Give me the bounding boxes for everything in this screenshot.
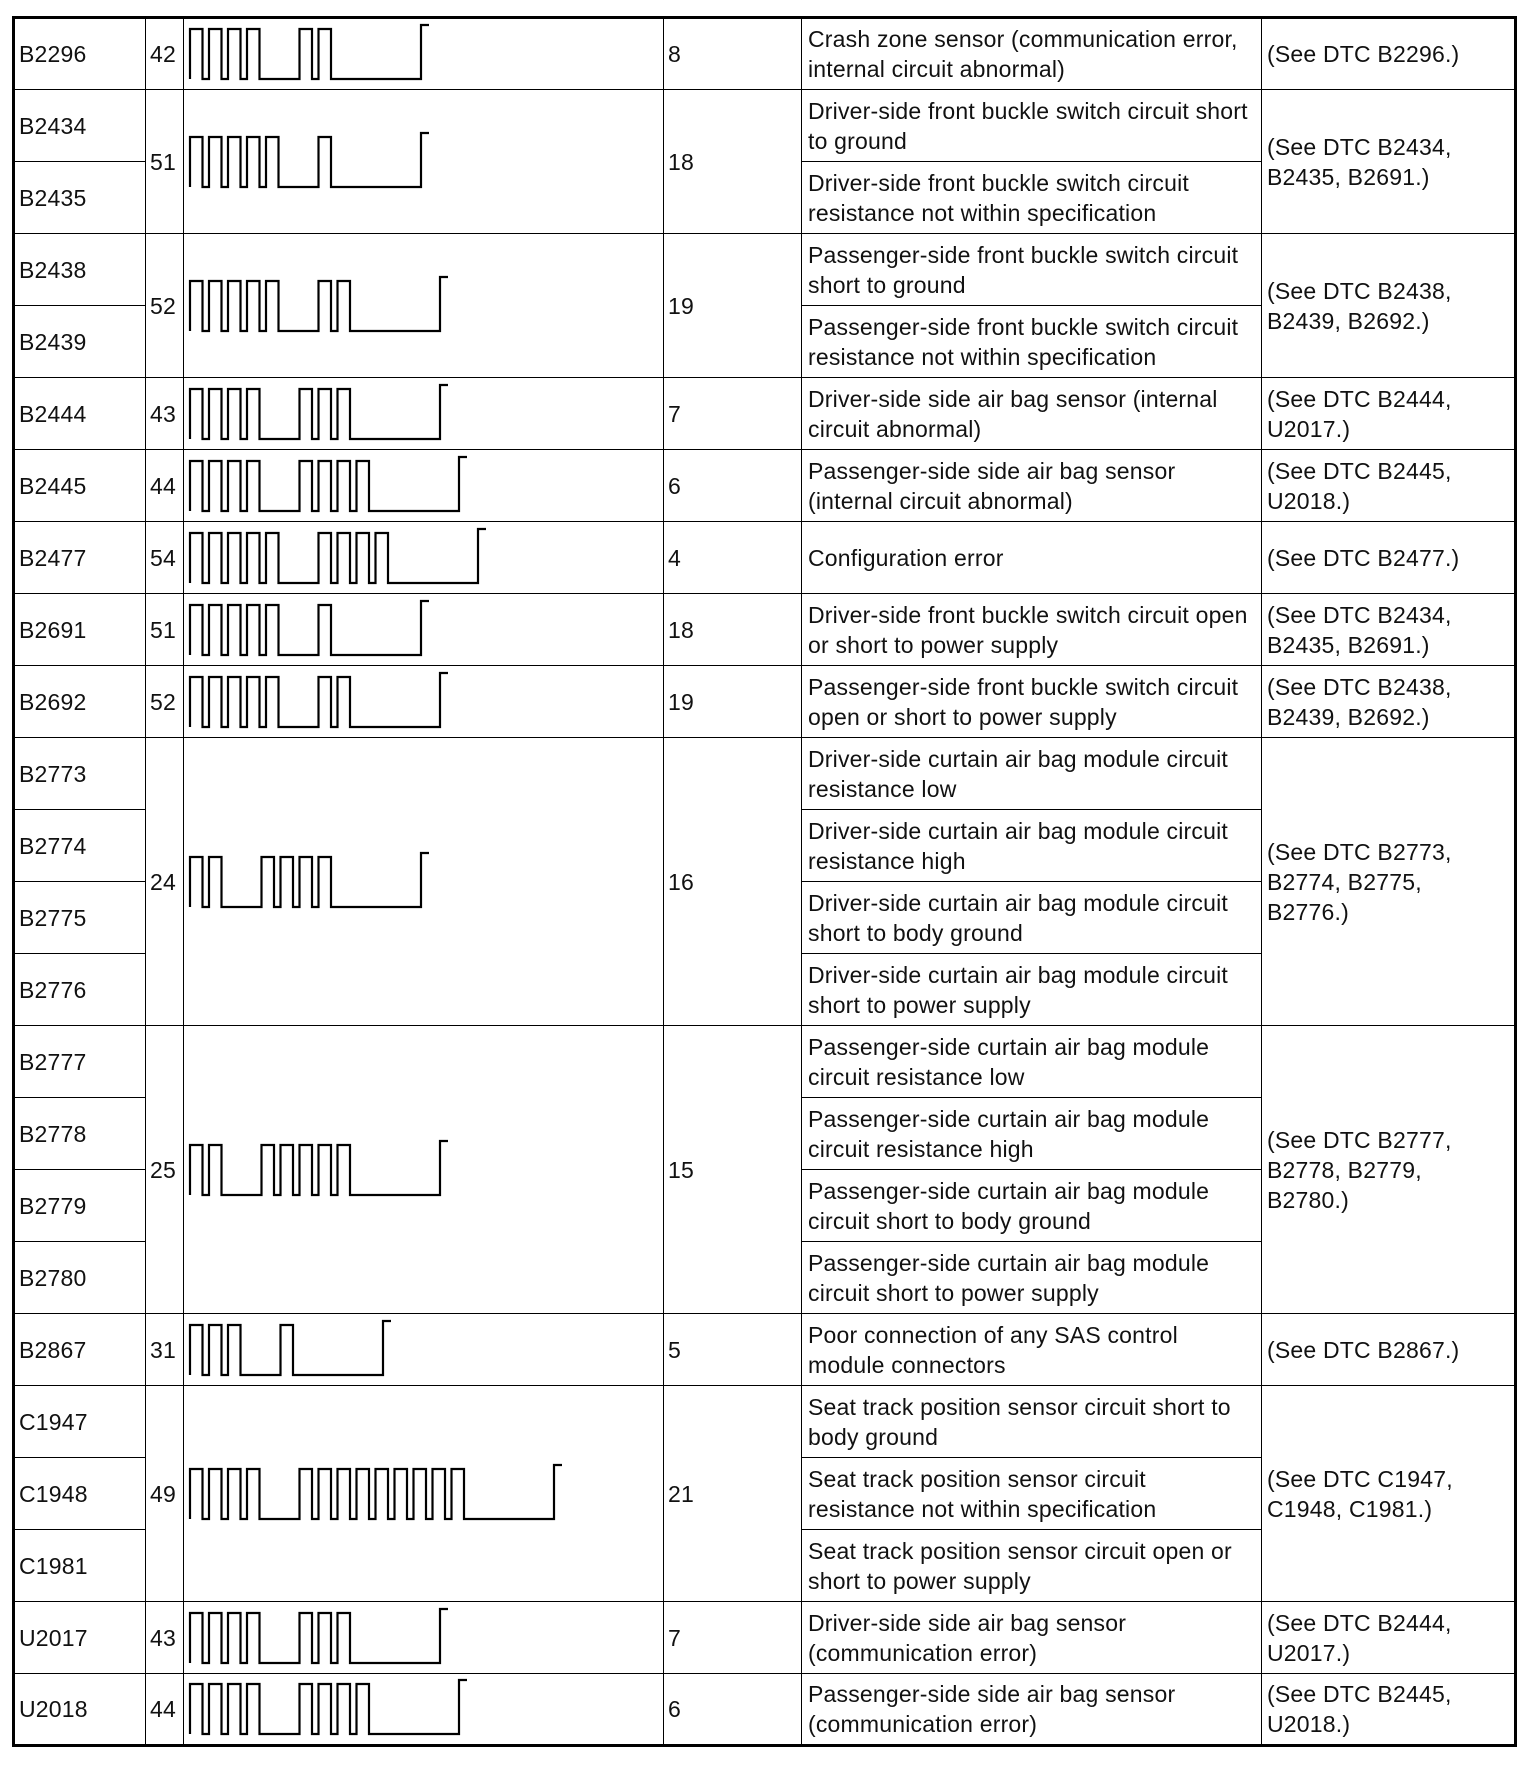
- dtc-code-cell: B2775: [14, 882, 146, 954]
- reference-link-cell: (See DTC B2445, U2018.): [1262, 1674, 1516, 1746]
- pulse-waveform-line: [190, 1680, 467, 1734]
- dtc-code-cell: B2780: [14, 1242, 146, 1314]
- flash-pattern-waveform: [184, 1605, 664, 1671]
- flash-pattern-cell: [184, 1026, 664, 1314]
- reference-link-cell: (See DTC B2438, B2439, B2692.): [1262, 234, 1516, 378]
- dtc-code-cell: U2017: [14, 1602, 146, 1674]
- pid-code-cell: 7: [664, 1602, 802, 1674]
- flash-code-cell: 54: [146, 522, 184, 594]
- flash-code-cell: 44: [146, 1674, 184, 1746]
- flash-pattern-cell: [184, 594, 664, 666]
- pid-code-cell: 6: [664, 450, 802, 522]
- table-row: [14, 522, 1516, 594]
- flash-pattern-waveform: [184, 1461, 664, 1527]
- pulse-waveform-line: [190, 133, 429, 187]
- table-row: [14, 450, 1516, 522]
- dtc-code-cell: B2867: [14, 1314, 146, 1386]
- dtc-code-cell: B2774: [14, 810, 146, 882]
- pulse-waveform-line: [190, 277, 448, 331]
- dtc-code-cell: B2296: [14, 18, 146, 90]
- malfunction-description-cell: Driver-side curtain air bag module circuit short to body ground: [802, 882, 1262, 954]
- flash-code-cell: 24: [146, 738, 184, 1026]
- flash-pattern-cell: [184, 450, 664, 522]
- malfunction-description-cell: Passenger-side curtain air bag module circuit resistance high: [802, 1098, 1262, 1170]
- flash-code-cell: 51: [146, 594, 184, 666]
- flash-pattern-waveform: [184, 849, 664, 915]
- flash-code-cell: 44: [146, 450, 184, 522]
- table-row: [14, 1602, 1516, 1674]
- flash-pattern-cell: [184, 90, 664, 234]
- pulse-waveform-line: [190, 457, 467, 511]
- dtc-code-cell: B2445: [14, 450, 146, 522]
- table-row: [14, 1386, 1516, 1458]
- table-row: [14, 234, 1516, 306]
- malfunction-description-cell: Seat track position sensor circuit resistance not within specification: [802, 1458, 1262, 1530]
- malfunction-description-cell: Driver-side curtain air bag module circuit resistance high: [802, 810, 1262, 882]
- flash-pattern-waveform: [184, 129, 664, 195]
- dtc-code-cell: U2018: [14, 1674, 146, 1746]
- pulse-waveform-line: [190, 1465, 562, 1519]
- pid-code-cell: 15: [664, 1026, 802, 1314]
- pulse-waveform-line: [190, 673, 448, 727]
- reference-link-cell: (See DTC B2444, U2017.): [1262, 378, 1516, 450]
- flash-pattern-cell: [184, 1386, 664, 1602]
- flash-code-cell: 52: [146, 666, 184, 738]
- table-row: [14, 18, 1516, 90]
- malfunction-description-cell: Driver-side front buckle switch circuit short to ground: [802, 90, 1262, 162]
- table-row: [14, 1674, 1516, 1746]
- malfunction-description-cell: Crash zone sensor (communication error, internal circuit abnormal): [802, 18, 1262, 90]
- dtc-code-cell: B2776: [14, 954, 146, 1026]
- pid-code-cell: 18: [664, 90, 802, 234]
- reference-link-cell: (See DTC B2867.): [1262, 1314, 1516, 1386]
- pulse-waveform-line: [190, 385, 448, 439]
- flash-pattern-cell: [184, 522, 664, 594]
- flash-pattern-waveform: [184, 525, 664, 591]
- pulse-waveform-line: [190, 25, 429, 79]
- flash-pattern-waveform: [184, 1317, 664, 1383]
- dtc-code-cell: C1947: [14, 1386, 146, 1458]
- reference-link-cell: (See DTC C1947, C1948, C1981.): [1262, 1386, 1516, 1602]
- malfunction-description-cell: Driver-side curtain air bag module circuit short to power supply: [802, 954, 1262, 1026]
- pulse-waveform-line: [190, 529, 486, 583]
- malfunction-description-cell: Poor connection of any SAS control module connectors: [802, 1314, 1262, 1386]
- malfunction-description-cell: Passenger-side side air bag sensor (internal circuit abnormal): [802, 450, 1262, 522]
- pid-code-cell: 21: [664, 1386, 802, 1602]
- pulse-waveform-line: [190, 1609, 448, 1663]
- malfunction-description-cell: Seat track position sensor circuit open or short to power supply: [802, 1530, 1262, 1602]
- table-row: [14, 1026, 1516, 1098]
- dtc-code-cell: C1981: [14, 1530, 146, 1602]
- malfunction-description-cell: Passenger-side curtain air bag module circuit short to power supply: [802, 1242, 1262, 1314]
- flash-pattern-cell: [184, 1674, 664, 1746]
- flash-pattern-cell: [184, 18, 664, 90]
- malfunction-description-cell: Configuration error: [802, 522, 1262, 594]
- dtc-code-cell: B2773: [14, 738, 146, 810]
- malfunction-description-cell: Driver-side side air bag sensor (internal circuit abnormal): [802, 378, 1262, 450]
- dtc-code-cell: B2778: [14, 1098, 146, 1170]
- malfunction-description-cell: Passenger-side front buckle switch circuit short to ground: [802, 234, 1262, 306]
- malfunction-description-cell: Driver-side front buckle switch circuit resistance not within specification: [802, 162, 1262, 234]
- flash-pattern-waveform: [184, 21, 664, 87]
- flash-code-cell: 49: [146, 1386, 184, 1602]
- reference-link-cell: (See DTC B2296.): [1262, 18, 1516, 90]
- reference-link-cell: (See DTC B2434, B2435, B2691.): [1262, 90, 1516, 234]
- pid-code-cell: 8: [664, 18, 802, 90]
- dtc-code-cell: B2477: [14, 522, 146, 594]
- pid-code-cell: 4: [664, 522, 802, 594]
- flash-pattern-waveform: [184, 597, 664, 663]
- dtc-code-cell: B2444: [14, 378, 146, 450]
- table-row: [14, 1314, 1516, 1386]
- reference-link-cell: (See DTC B2773, B2774, B2775, B2776.): [1262, 738, 1516, 1026]
- flash-pattern-waveform: [184, 1676, 664, 1742]
- pid-code-cell: 18: [664, 594, 802, 666]
- pulse-waveform-line: [190, 1141, 448, 1195]
- dtc-code-cell: B2692: [14, 666, 146, 738]
- pid-code-cell: 7: [664, 378, 802, 450]
- table-row: [14, 738, 1516, 810]
- flash-pattern-cell: [184, 1314, 664, 1386]
- dtc-code-cell: B2434: [14, 90, 146, 162]
- dtc-code-cell: B2439: [14, 306, 146, 378]
- flash-pattern-waveform: [184, 381, 664, 447]
- flash-pattern-cell: [184, 234, 664, 378]
- dtc-table-sheet: [12, 16, 1514, 1774]
- pulse-waveform-line: [190, 853, 429, 907]
- flash-code-cell: 51: [146, 90, 184, 234]
- dtc-code-cell: B2435: [14, 162, 146, 234]
- dtc-code-cell: B2779: [14, 1170, 146, 1242]
- pid-code-cell: 6: [664, 1674, 802, 1746]
- malfunction-description-cell: Driver-side front buckle switch circuit open or short to power supply: [802, 594, 1262, 666]
- flash-pattern-cell: [184, 1602, 664, 1674]
- malfunction-description-cell: Passenger-side curtain air bag module circuit resistance low: [802, 1026, 1262, 1098]
- flash-code-cell: 52: [146, 234, 184, 378]
- flash-code-cell: 31: [146, 1314, 184, 1386]
- flash-pattern-waveform: [184, 1137, 664, 1203]
- flash-code-cell: 42: [146, 18, 184, 90]
- reference-link-cell: (See DTC B2434, B2435, B2691.): [1262, 594, 1516, 666]
- malfunction-description-cell: Passenger-side side air bag sensor (communication error): [802, 1674, 1262, 1746]
- reference-link-cell: (See DTC B2777, B2778, B2779, B2780.): [1262, 1026, 1516, 1314]
- table-row: [14, 90, 1516, 162]
- malfunction-description-cell: Passenger-side front buckle switch circuit open or short to power supply: [802, 666, 1262, 738]
- dtc-code-cell: C1948: [14, 1458, 146, 1530]
- malfunction-description-cell: Passenger-side front buckle switch circuit resistance not within specification: [802, 306, 1262, 378]
- malfunction-description-cell: Passenger-side curtain air bag module circuit short to body ground: [802, 1170, 1262, 1242]
- flash-code-cell: 43: [146, 1602, 184, 1674]
- flash-pattern-cell: [184, 378, 664, 450]
- flash-pattern-waveform: [184, 453, 664, 519]
- pid-code-cell: 19: [664, 666, 802, 738]
- pid-code-cell: 16: [664, 738, 802, 1026]
- flash-code-cell: 25: [146, 1026, 184, 1314]
- table-row: [14, 594, 1516, 666]
- dtc-code-cell: B2438: [14, 234, 146, 306]
- reference-link-cell: (See DTC B2445, U2018.): [1262, 450, 1516, 522]
- reference-link-cell: (See DTC B2477.): [1262, 522, 1516, 594]
- pulse-waveform-line: [190, 1321, 391, 1375]
- dtc-table-body: [14, 18, 1516, 1746]
- dtc-table: [12, 16, 1517, 1747]
- flash-pattern-cell: [184, 666, 664, 738]
- dtc-code-cell: B2777: [14, 1026, 146, 1098]
- malfunction-description-cell: Driver-side side air bag sensor (communication error): [802, 1602, 1262, 1674]
- table-row: [14, 666, 1516, 738]
- pulse-waveform-line: [190, 601, 429, 655]
- pid-code-cell: 19: [664, 234, 802, 378]
- pid-code-cell: 5: [664, 1314, 802, 1386]
- flash-pattern-waveform: [184, 273, 664, 339]
- table-row: [14, 378, 1516, 450]
- malfunction-description-cell: Seat track position sensor circuit short to body ground: [802, 1386, 1262, 1458]
- malfunction-description-cell: Driver-side curtain air bag module circuit resistance low: [802, 738, 1262, 810]
- flash-code-cell: 43: [146, 378, 184, 450]
- flash-pattern-cell: [184, 738, 664, 1026]
- reference-link-cell: (See DTC B2444, U2017.): [1262, 1602, 1516, 1674]
- dtc-code-cell: B2691: [14, 594, 146, 666]
- reference-link-cell: (See DTC B2438, B2439, B2692.): [1262, 666, 1516, 738]
- flash-pattern-waveform: [184, 669, 664, 735]
